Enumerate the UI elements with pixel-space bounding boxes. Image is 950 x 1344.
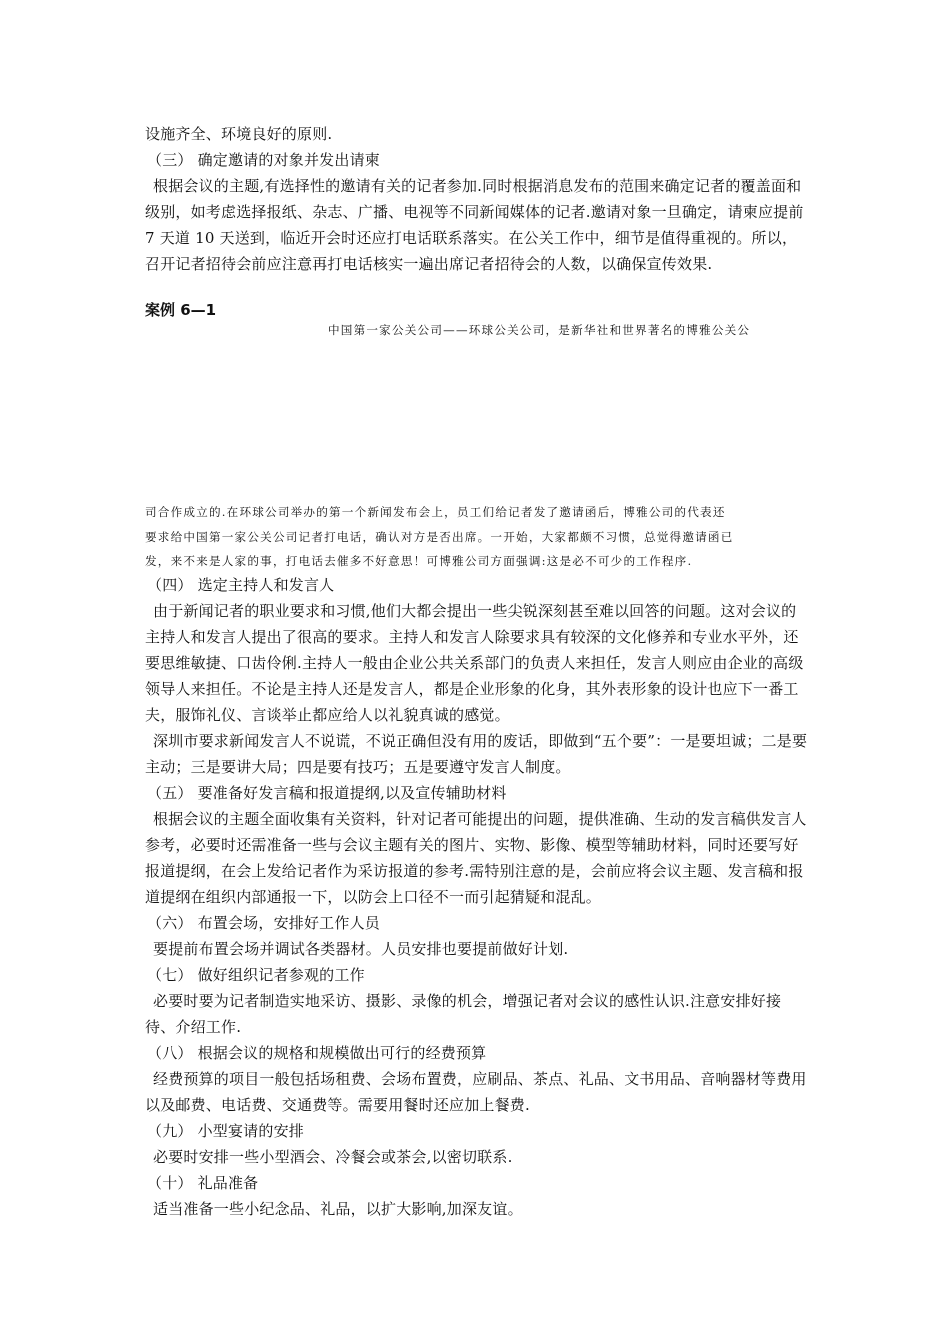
case-line: 要求给中国第一家公关公司记者打电话，确认对方是否出席。一开始，大家都颇不习惯，总觉得邀请函已 [145,529,734,544]
case-title: 案例 6—1 [145,301,217,319]
section-heading-9: （九） 小型宴请的安排 [147,1122,304,1140]
section-paragraph-4a: 由于新闻记者的职业要求和习惯,他们大都会提出一些尖锐深刻甚至难以回答的问题。这对会议的主持人和发言人提出了很高的要求。主持人和发言人除要求具有较深的文化修养和专业水平外，还要思维敏捷、口齿伶俐.主持人一般由企业公共关系部门的负责人来担任，发言人则应由企业的高级领导人来担任。不论是主持人还是发言人，都是企业形象的化身，其外表形象的设计也应下一番工夫，服饰礼仪、言谈举止都应给人以礼貌真诚的感觉。 [145,602,804,724]
section-paragraph-3: 根据会议的主题,有选择性的邀请有关的记者参加.同时根据消息发布的范围来确定记者的覆盖面和级别，如考虑选择报纸、杂志、广播、电视等不同新闻媒体的记者.邀请对象一旦确定，请柬应提前 7 天道 10 天送到，临近开会时还应打电话联系落实。在公关工作中，细节是值得重视的。所以，召开记者招待会前应注意再打电话核实一遍出席记者招待会的人数，以确保宣传效果. [145,177,804,273]
section-heading-10: （十） 礼品准备 [147,1174,259,1192]
section-paragraph-4b: 深圳市要求新闻发言人不说谎，不说正确但没有用的废话，即做到“五个要”：一是要坦诚；二是要主动；三是要讲大局；四是要有技巧；五是要遵守发言人制度。 [145,732,808,776]
section-heading-5: （五） 要准备好发言稿和报道提纲,以及宣传辅助材料 [147,784,507,802]
section-paragraph-7: 必要时要为记者制造实地采访、摄影、录像的机会，增强记者对会议的感性认识.注意安排好接待、介绍工作. [145,992,782,1036]
case-line: 司合作成立的.在环球公司举办的第一个新闻发布会上，员工们给记者发了邀请函后，博雅公司的代表还 [145,505,726,519]
section-heading-6: （六） 布置会场，安排好工作人员 [147,914,380,932]
section-paragraph-6: 要提前布置会场并调试各类器材。人员安排也要提前做好计划. [153,940,569,958]
section-paragraph-10: 适当准备一些小纪念品、礼品，以扩大影响,加深友谊。 [153,1200,523,1218]
case-line: 发，来不来是人家的事，打电话去催多不好意思！可博雅公司方面强调:这是必不可少的工作程序. [145,554,693,568]
section-paragraph-5: 根据会议的主题全面收集有关资料，针对记者可能提出的问题，提供准确、生动的发言稿供发言人参考，必要时还需准备一些与会议主题有关的图片、实物、影像、模型等辅助材料，同时还要写好报道提纲，在会上发给记者作为采访报道的参考.需特别注意的是，会前应将会议主题、发言稿和报道提纲在组织内部通报一下，以防会上口径不一而引起猜疑和混乱。 [145,810,807,906]
section-heading-8: （八） 根据会议的规格和规模做出可行的经费预算 [147,1044,487,1062]
main-sections [145,572,810,1222]
section-paragraph-9: 必要时安排一些小型酒会、冷餐会或茶会,以密切联系. [153,1148,513,1166]
case-continuation [145,500,810,574]
top-section [145,121,810,277]
section-heading-7: （七） 做好组织记者参观的工作 [147,966,365,984]
section-heading-4: （四） 选定主持人和发言人 [147,576,335,594]
section-heading-3: （三） 确定邀请的对象并发出请柬 [147,151,380,169]
case-intro-line: 中国第一家公关公司——环球公关公司，是新华社和世界著名的博雅公关公 [328,323,751,337]
section-paragraph-8: 经费预算的项目一般包括场租费、会场布置费，应刷品、茶点、礼品、文书用品、音响器材等费用以及邮费、电话费、交通费等。需要用餐时还应加上餐费. [145,1070,807,1114]
paragraph-continuation: 设施齐全、环境良好的原则. [145,125,333,143]
